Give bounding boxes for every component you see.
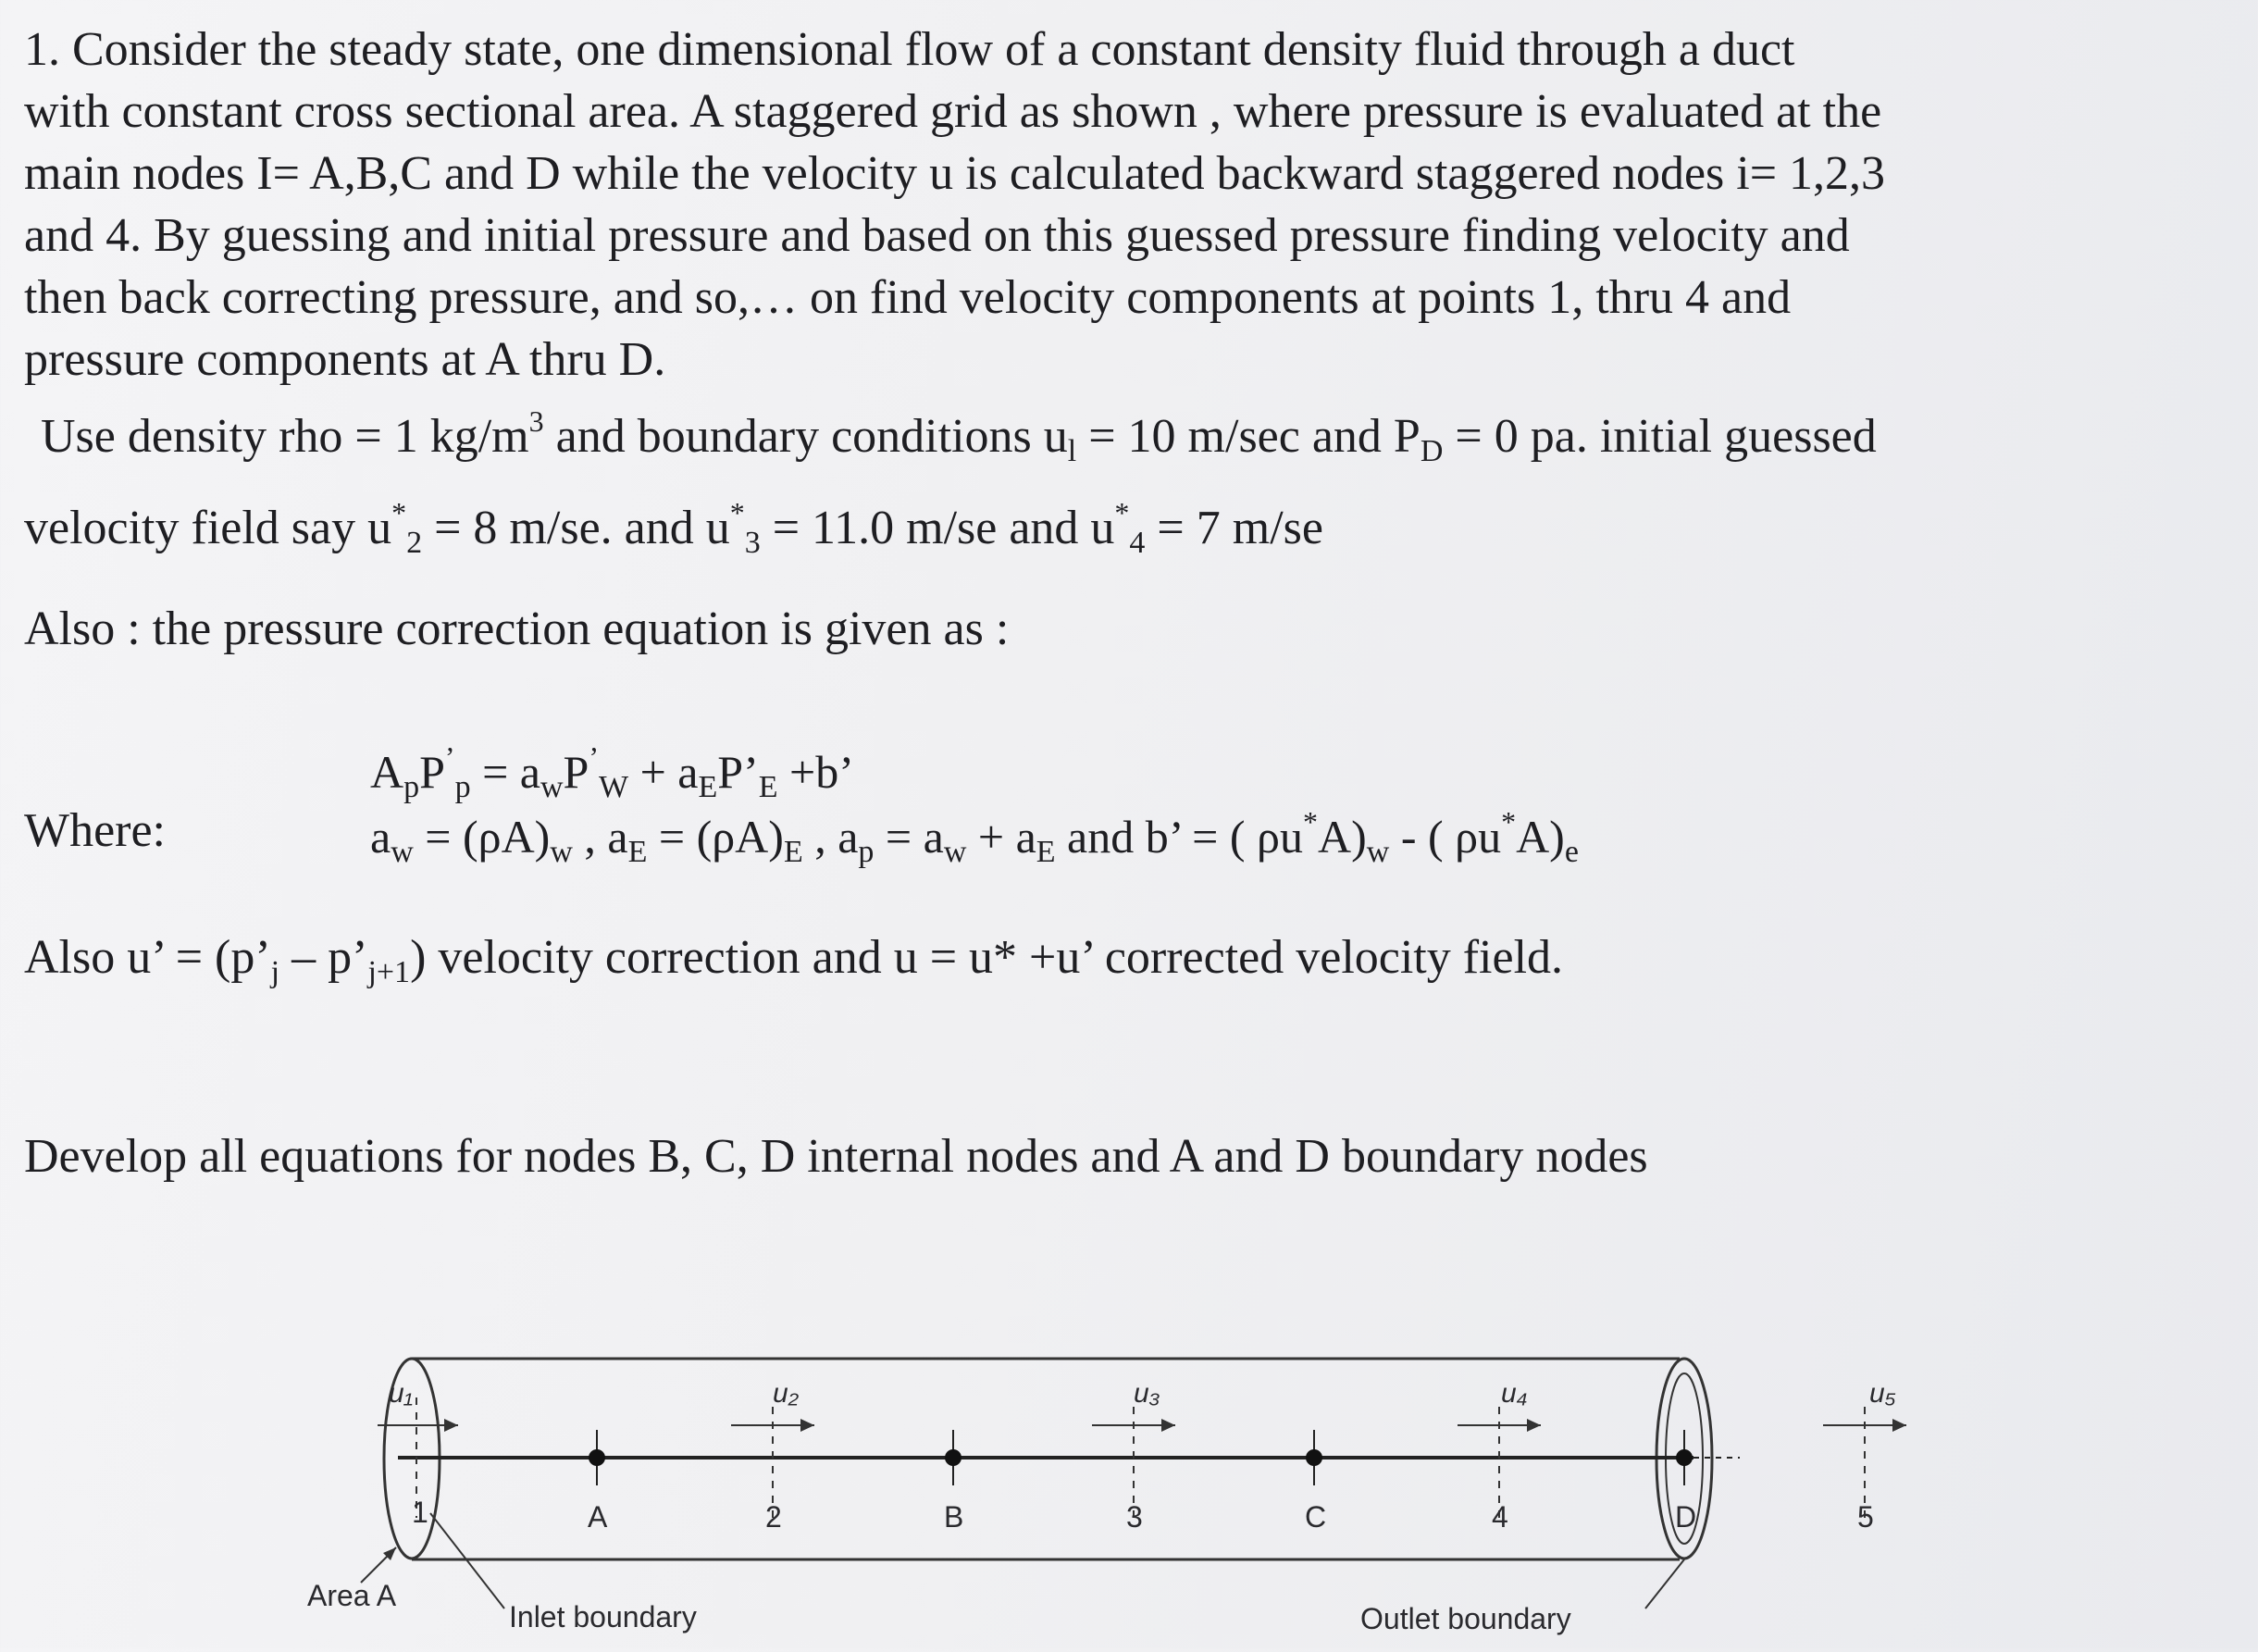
svg-text:A: A [588, 1500, 608, 1534]
area-label [307, 1547, 397, 1612]
svg-text:4: 4 [1492, 1500, 1508, 1534]
velocity-correction-line: Also u’ = ($p’_j$ – $p’_{j+1}$) velocity correction and u = u* +u’ corrected velocity field. [24, 931, 1564, 989]
pressure-correction-intro: Also : the pressure correction equation is given as : [24, 602, 1010, 655]
svg-text:3: 3 [1126, 1500, 1143, 1534]
svg-text:B: B [944, 1500, 964, 1534]
pressure-node-D [1675, 1430, 1696, 1534]
svg-text:u₃: u₃ [1134, 1378, 1160, 1409]
where-label: Where: [24, 804, 167, 857]
problem-line-8: velocity field say $u^*_2 = 8$ m/se. and $u^*_3 = 11.0$ m/se and $u^*_4 = 7$ m/se [24, 496, 1323, 560]
svg-text:2: 2 [765, 1500, 782, 1534]
svg-text:u₅: u₅ [1869, 1378, 1896, 1409]
velocity-node-5 [1823, 1378, 1906, 1534]
svg-text:Outlet boundary: Outlet boundary [1360, 1602, 1571, 1635]
inlet-boundary-label [430, 1513, 697, 1633]
pressure-node-B [944, 1430, 963, 1534]
problem-line-7: Use density rho = 1 $kg/m^3$ and boundary conditions $u_l = 10$ m/sec and $P_D = 0$ pa. initial guessed [41, 404, 1877, 468]
problem-statement [24, 19, 2236, 574]
duct-diagram-svg [278, 1333, 2036, 1647]
svg-text:D: D [1675, 1500, 1697, 1534]
staggered-grid-diagram [278, 1333, 2036, 1647]
problem-line-5: then back correcting pressure, and so,… on find velocity components at points 1, thru 4 and [24, 271, 1792, 324]
svg-text:Inlet boundary: Inlet boundary [509, 1600, 697, 1633]
svg-text:u₁: u₁ [389, 1378, 414, 1409]
problem-line-1: 1. Consider the steady state, one dimensional flow of a constant density fluid through a duct [24, 23, 1795, 76]
svg-text:1: 1 [412, 1496, 428, 1529]
svg-text:u₂: u₂ [773, 1378, 800, 1409]
coefficient-definitions: $a_w = (\rho A)_w$ , $a_E = (\rho A)_E$ , $a_p = a_w + a_E$ and b’ = ( $\rho u^*A)_w$ - ( $\rho u^*A)_e$ [370, 805, 1579, 869]
task-instruction: Develop all equations for nodes B, C, D internal nodes and A and D boundary nodes [24, 1130, 1648, 1183]
pressure-node-A [588, 1430, 608, 1534]
pressure-node-C [1305, 1430, 1326, 1534]
svg-text:Area A: Area A [307, 1579, 397, 1612]
problem-line-3: main nodes I= A,B,C and D while the velocity u is calculated backward staggered nodes i= 1,2,3 [24, 147, 1886, 200]
svg-text:u₄: u₄ [1501, 1378, 1528, 1409]
svg-text:C: C [1305, 1500, 1327, 1534]
problem-line-6: pressure components at A thru D. [24, 333, 666, 386]
pressure-correction-equation: $A_pP^’_p = a_wP^’_W$ + $a_EP’_E +b$’ [370, 740, 854, 804]
velocity-node-1 [378, 1378, 458, 1529]
svg-text:5: 5 [1857, 1500, 1874, 1534]
problem-line-2: with constant cross sectional area. A staggered grid as shown , where pressure is evaluated at the [24, 85, 1882, 138]
outlet-boundary-label [1360, 1559, 1684, 1635]
problem-line-4: and 4. By guessing and initial pressure and based on this guessed pressure finding velocity and [24, 209, 1850, 262]
